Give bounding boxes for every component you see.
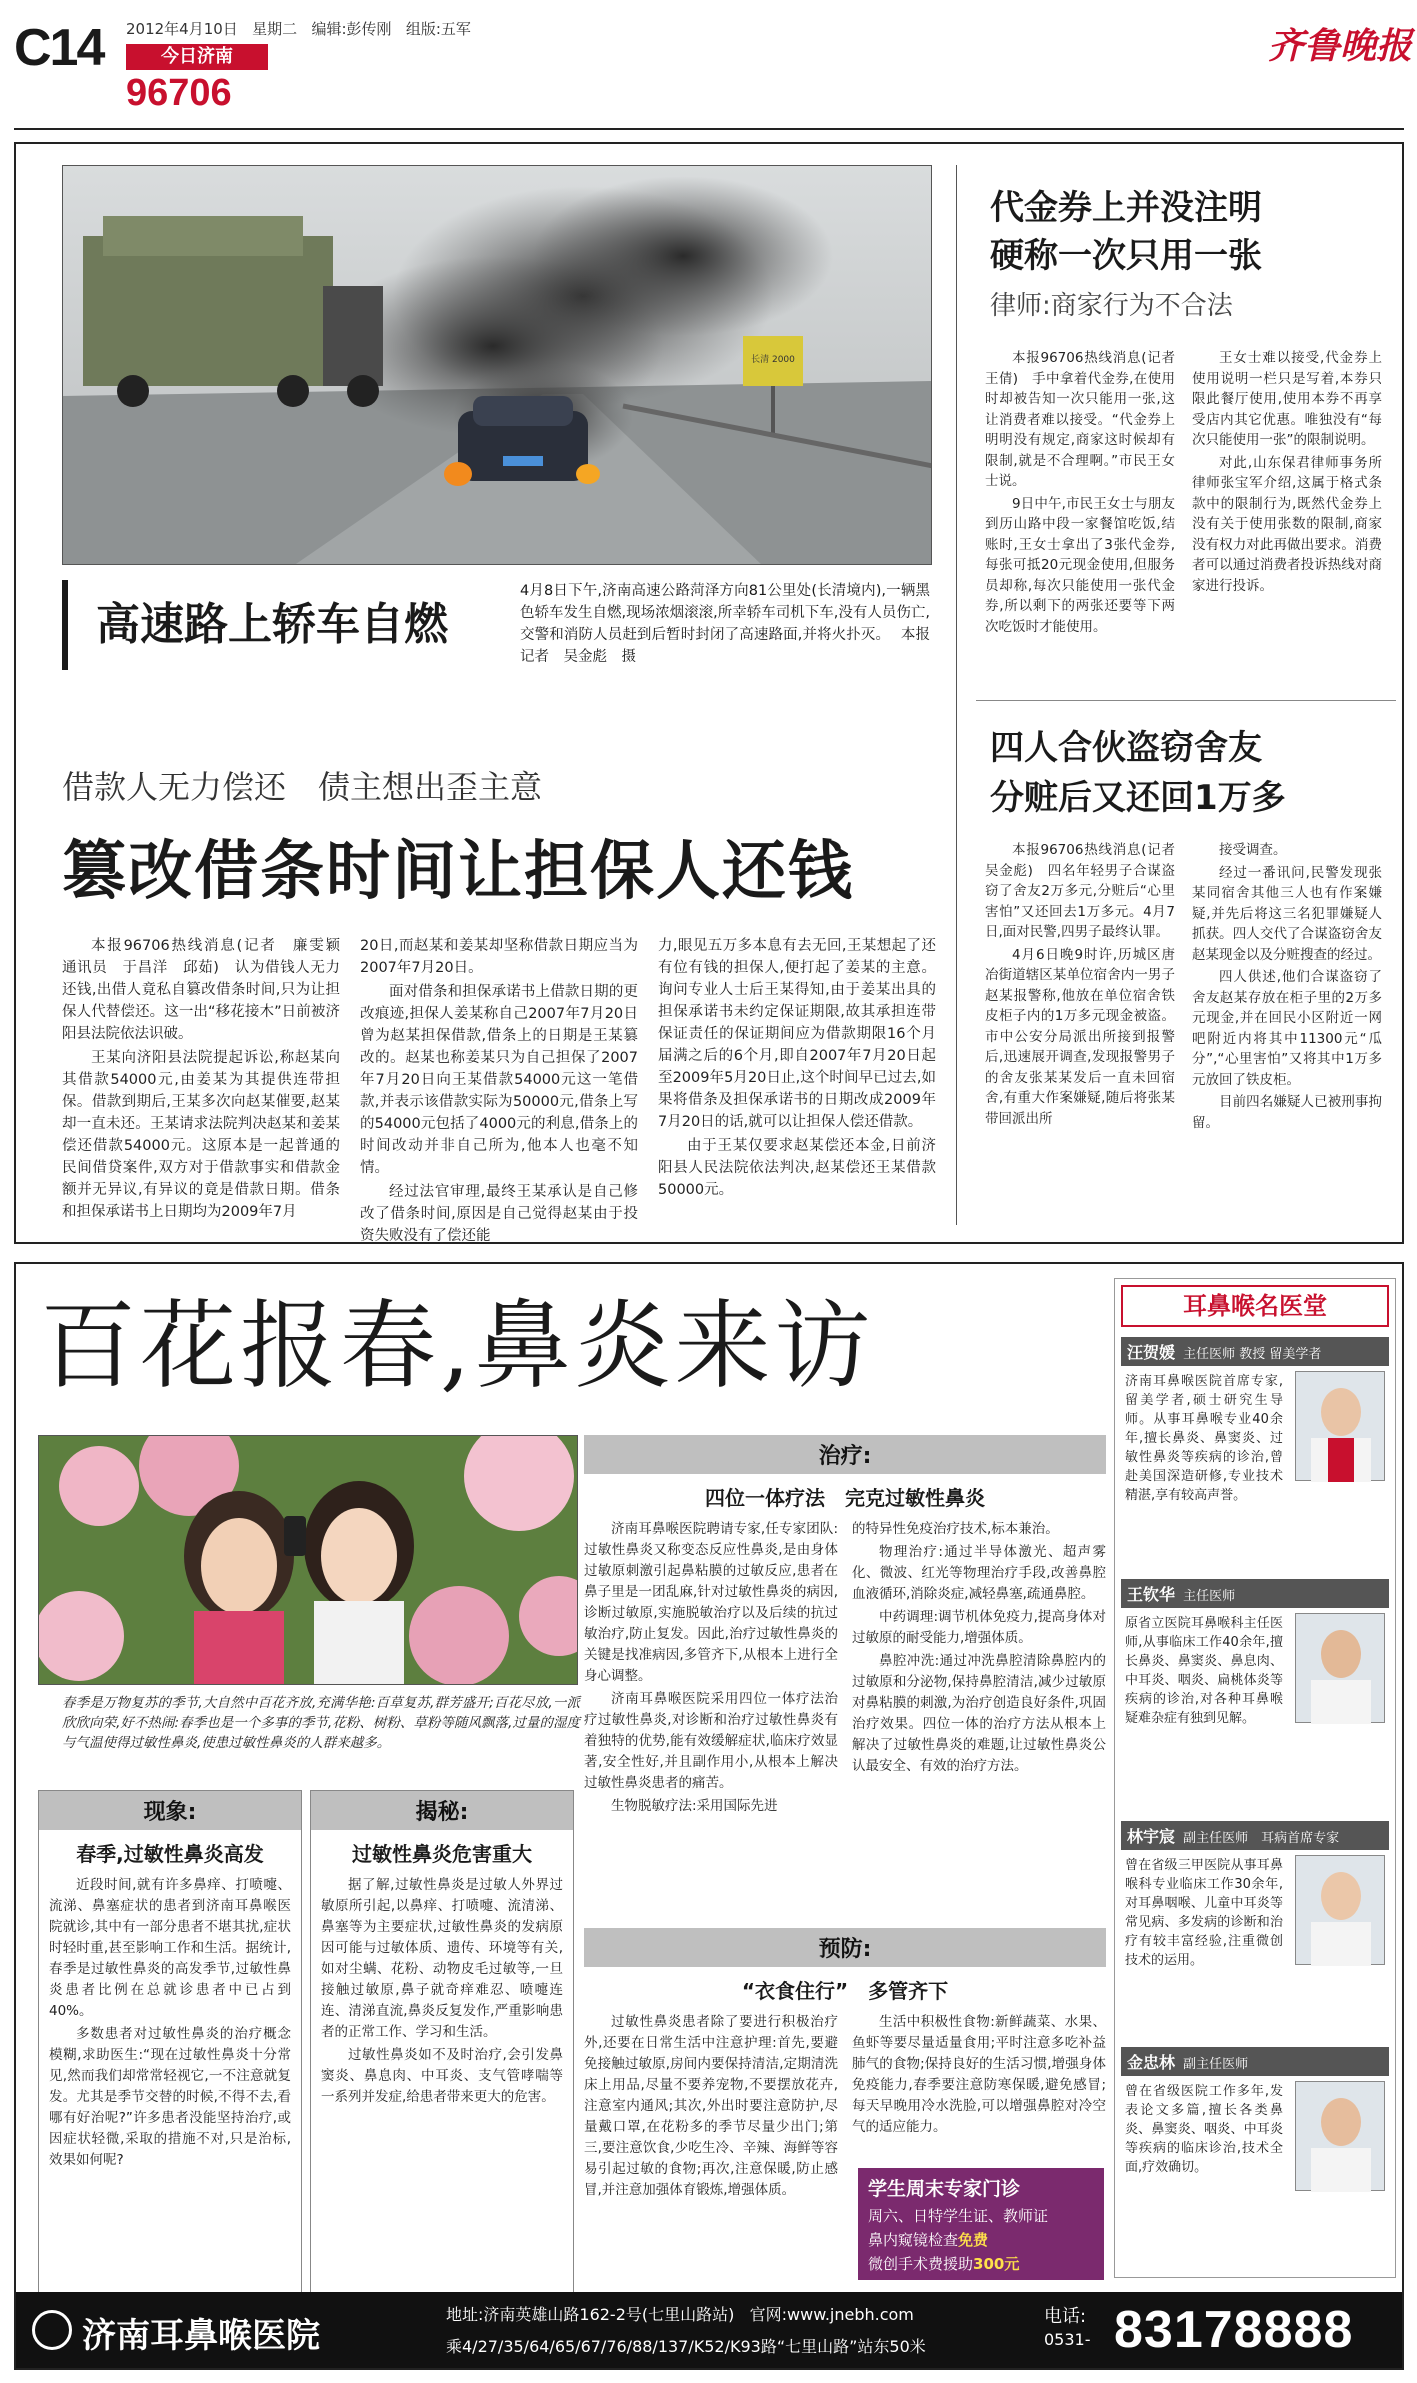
prevention-tag: 预防: [584, 1928, 1106, 1967]
fire-story-title: 高速路上轿车自燃 [62, 580, 492, 670]
expert-name: 金忠林 [1127, 2053, 1176, 2072]
loan-paragraph: 由于王某仅要求赵某偿还本金,日前济阳县人民法院依法判决,赵某偿还王某借款50000元。 [658, 1138, 936, 1198]
paper-logo: 齐鲁晚报 [1268, 25, 1413, 67]
prevention-paragraph: 过敏性鼻炎患者除了要进行积极治疗外,还要在日常生活中注意护理:首先,要避免接触过敏原,房间内要保持清洁,定期清洗床上用品,尽量不要养宠物,不要摆放花卉,注意室内通风;其次,外出时要注意防护,尽量戴口罩,在花粉多的季节尽量少出门;第三,要注意饮食,少吃生冷、辛辣、海鲜等容易引起过敏的食物;再次,注意保暖,防止感冒,并注意加强体育锻炼,增强体质。 [584, 2014, 838, 2198]
expert-bio: 曾在省级医院工作多年,发表论文多篇,擅长各类鼻炎、鼻窦炎、咽炎、中耳炎等疾病的临床诊治,技术全面,疗效确切。 [1125, 2084, 1283, 2175]
treatment-box [584, 1435, 1106, 1920]
right-story-divider [976, 700, 1396, 701]
phone-area-code: 0531- [1044, 2330, 1091, 2349]
expert-photo [1295, 2081, 1385, 2191]
expert-name-bar [1121, 1579, 1389, 1608]
hospital-website[interactable]: 官网:www.jnebh.com [749, 2305, 914, 2324]
treatment-paragraph: 的特异性免疫治疗技术,标本兼治。 [852, 1521, 1059, 1537]
theft-paragraph: 4月6日晚9时许,历城区唐冶街道辖区某单位宿舍内一男子赵某报警称,他放在单位宿舍铁皮柜子内的1万多元现金被盗。市中公安分局派出所接到报警后,迅速展开调查,发现报警男子的舍友张某某发后一直未回宿舍,有重大作案嫌疑,随后将张某带回派出所 [985, 946, 1175, 1127]
expert-card [1121, 1821, 1389, 2041]
ad-headline: 百花报春,鼻炎来访 [40, 1290, 875, 1402]
spring-photo [38, 1435, 578, 1685]
expert-title: 主任医师 教授 留美学者 [1183, 1347, 1322, 1362]
treatment-paragraph: 生物脱敏疗法:采用国际先进 [611, 1798, 778, 1814]
hotline-number: 96706 [126, 72, 232, 114]
ad-footer [16, 2292, 1402, 2368]
treatment-paragraph: 济南耳鼻喉医院聘请专家,任专家团队:过敏性鼻炎又称变态反应性鼻炎,是由身体过敏原刺激引起鼻粘膜的过敏反应,患者在鼻子里是一团乱麻,针对过敏性鼻炎的病因,诊断过敏原,实施脱敏治疗以及后续的抗过敏治疗,防止复发。因此,治疗过敏性鼻炎的关键是找准病因,多管齐下,从根本上进行全身心调整。 [584, 1521, 838, 1684]
theft-column-2 [1192, 840, 1382, 1135]
theft-column-1 [985, 840, 1189, 1131]
promo-line3-text: 鼻内窥镜检查 [868, 2231, 959, 2249]
expert-portrait-icon [1296, 1856, 1386, 1966]
treatment-tag: 治疗: [584, 1435, 1106, 1474]
voucher-paragraph: 对此,山东保君律师事务所律师张宝军介绍,这属于格式条款中的限制行为,既然代金券上没有关于使用张数的限制,商家没有权力对此再做出要求。消费者可以通过消费者投诉热线对商家进行投诉。 [1192, 454, 1382, 594]
theft-paragraph: 本报96706热线消息(记者 吴金彪) 四名年轻男子合谋盗窃了舍友2万多元,分赃后“心里害怕”又还回去1万多元。4月7日,面对民警,四男子最终认罪。 [985, 842, 1189, 940]
voucher-paragraph: 王女士难以接受,代金券上使用说明一栏只是写着,本券只限此餐厅使用,使用本券不再享受店内其它优惠。唯独没有“每次只能使用一张”的限制说明。 [1192, 350, 1382, 448]
hospital-bus-info: 乘4/27/35/64/65/67/76/88/137/K52/K93路“七里山路”站东50米 [446, 2337, 926, 2356]
treatment-paragraph: 济南耳鼻喉医院采用四位一体疗法治疗过敏性鼻炎,对诊断和治疗过敏性鼻炎有着独特的优势,能有效缓解症状,临床疗效显著,安全性好,并且副作用小,从根本上解决过敏性鼻炎患者的痛苦。 [584, 1691, 838, 1791]
expert-portrait-icon [1296, 2082, 1386, 2192]
page-number: C14 [14, 19, 104, 77]
expert-name-bar [1121, 1821, 1389, 1850]
hospital-name: 济南耳鼻喉医院 [82, 2316, 320, 2356]
phone-number[interactable]: 83178888 [1114, 2301, 1354, 2359]
phone-block [1044, 2300, 1394, 2360]
phone-label: 电话: [1044, 2306, 1087, 2327]
expert-name: 汪贺媛 [1127, 1343, 1176, 1362]
layout-editor: 组版:五军 [405, 20, 471, 38]
voucher-paragraph: 本报96706热线消息(记者 王倩) 手中拿着代金券,在使用时却被告知一次只能用一张,这让消费者难以接受。“代金券上明明没有规定,商家这时候却有限制,就是不合理啊。”市民王女士说。 [985, 350, 1189, 489]
treatment-title: 四位一体疗法 完克过敏性鼻炎 [705, 1486, 985, 1510]
expert-bio: 曾在省级三甲医院从事耳鼻喉科专业临床工作30余年,对耳鼻咽喉、儿童中耳炎等常见病、多发病的诊断和治疗有较丰富经验,注重微创技术的运用。 [1125, 1858, 1283, 1968]
car-fire-photo [62, 165, 932, 565]
phenomenon-paragraph: 近段时间,就有许多鼻痒、打喷嚏、流涕、鼻塞症状的患者到济南耳鼻喉医院就诊,其中有一部分患者不堪其扰,症状时轻时重,甚至影响工作和生活。据统计,春季是过敏性鼻炎的高发季节,过敏性鼻炎患者比例在总就诊患者中已占到40%。 [49, 1877, 291, 2019]
loan-column-1 [62, 935, 355, 1225]
reveal-tag: 揭秘: [311, 1791, 573, 1830]
loan-kicker: 借款人无力偿还 债主想出歪主意 [62, 768, 543, 806]
car-fire-illustration [63, 166, 932, 565]
masthead [0, 0, 1417, 130]
expert-photo [1295, 1855, 1385, 1965]
fire-caption-text: 4月8日下午,济南高速公路菏泽方向81公里处(长清境内),一辆黑色轿车发生自燃,现场浓烟滚滚,所幸轿车司机下车,没有人员伤亡,交警和消防人员赶到后暂时封闭了高速路面,并将火扑灭。 [520, 583, 930, 643]
section-name: 今日济南 [161, 46, 233, 67]
theft-paragraph: 接受调查。 [1219, 842, 1287, 858]
treatment-paragraph: 中药调理:调节机体免疫力,提高身体对过敏原的耐受能力,增强体质。 [852, 1609, 1106, 1646]
promo-box [858, 2168, 1104, 2280]
voucher-column-2 [1192, 348, 1382, 598]
treatment-column-2 [852, 1519, 1106, 1819]
road-sign-text: 长清 2000 [751, 355, 795, 365]
voucher-column-1 [985, 348, 1189, 639]
loan-paragraph: 王某向济阳县法院提起诉讼,称赵某向其借款54000元,由姜某为其提供连带担保。借款到期后,王某多次向赵某催要,赵某却一直未还。王某请求法院判决赵某和姜某偿还借款54000元。这原本是一起普通的民间借贷案件,双方对于借款事实和借款金额并无异议,有异议的竟是借款日期。借条和担保承诺书上日期均为2009年7月 [62, 1050, 340, 1220]
promo-line3 [868, 2229, 1094, 2250]
expert-photo [1295, 1371, 1385, 1481]
masthead-divider [14, 128, 1404, 130]
expert-name-bar [1121, 2047, 1389, 2076]
expert-portrait-icon [1296, 1614, 1386, 1724]
loan-paragraph: 力,眼见五万多本息有去无回,王某想起了还有位有钱的担保人,便打起了姜某的主意。询问专业人士后王某得知,由于姜某出具的担保承诺书未约定保证期限,故其承担连带保证责任的保证期间应为借款期限16个月届满之后的6个月,即自2007年7月20日起至2009年5月20日止,这个时间早已过去,如果将借条及担保承诺书的日期改成2009年7月20日的话,就可以让担保人偿还借款。 [658, 938, 936, 1130]
voucher-title-line1: 代金券上并没注明 [990, 188, 1262, 228]
experts-header: 耳鼻喉名医堂 [1121, 1285, 1389, 1327]
expert-card [1121, 2047, 1389, 2273]
issue-weekday: 星期二 [252, 20, 298, 38]
reveal-title: 过敏性鼻炎危害重大 [352, 1842, 532, 1866]
spring-girls-illustration [39, 1436, 578, 1685]
hospital-address-line [446, 2302, 914, 2325]
expert-title: 副主任医师 耳病首席专家 [1183, 1831, 1340, 1846]
loan-column-2 [360, 935, 638, 1249]
voucher-paragraph: 9日中午,市民王女士与朋友到历山路中段一家餐馆吃饭,结账时,王女士拿出了3张代金券,每张可抵20元现金使用,但服务员却称,每次只能使用一张代金券,所以剩下的两张还要等下两次吃饭时才能使用。 [985, 495, 1175, 635]
expert-name-bar [1121, 1337, 1389, 1366]
fire-photo-caption [520, 580, 930, 668]
expert-bio: 原省立医院耳鼻喉科主任医师,从事临床工作40余年,擅长鼻炎、鼻窦炎、鼻息肉、中耳炎、咽炎、扁桃体炎等疾病的诊治,对各种耳鼻喉疑难杂症有独到见解。 [1125, 1616, 1283, 1726]
theft-paragraph: 目前四名嫌疑人已被刑事拘留。 [1192, 1094, 1382, 1131]
expert-name: 王钦华 [1127, 1585, 1176, 1604]
expert-title: 主任医师 [1183, 1589, 1236, 1604]
expert-card [1121, 1337, 1389, 1573]
loan-column-3 [658, 935, 936, 1203]
fire-photo-credit: 本报记者 吴金彪 摄 [520, 627, 931, 665]
theft-paragraph: 四人供述,他们合谋盗窃了舍友赵某存放在柜子里的2万多元现金,并在回民小区附近一网吧附近内将其中11300元“瓜分”,“心里害怕”又将其中1万多元放回了铁皮柜。 [1192, 969, 1382, 1088]
loan-paragraph: 面对借条和担保承诺书上借款日期的更改痕迹,担保人姜某称自己2007年7月20日曾为赵某担保借款,借条上的日期是王某篡改的。赵某也称姜某只为自己担保了2007年7月20日向王某借款54000元这一笔借款,并表示该借款实际为50000元,借条上写的54000元包括了4000元的利息,借条上的时间改动并非自己所为,他本人也毫不知情。 [360, 984, 638, 1176]
prevention-title: “衣食住行” 多管齐下 [741, 1979, 949, 2003]
promo-line4 [868, 2253, 1094, 2274]
voucher-subtitle: 律师:商家行为不合法 [990, 291, 1233, 321]
voucher-title-line2: 硬称一次只用一张 [990, 236, 1262, 276]
promo-line2: 周六、日特学生证、教师证 [868, 2207, 1049, 2225]
reveal-text [311, 1875, 573, 2108]
expert-photo [1295, 1613, 1385, 1723]
promo-free-highlight: 免费 [958, 2231, 989, 2249]
promo-line4-text: 微创手术费援助 [868, 2255, 974, 2273]
phenomenon-paragraph: 多数患者对过敏性鼻炎的治疗概念模糊,求助医生:“现在过敏性鼻炎十分常见,然而我们却常常轻视它,一不注意就复发。尤其是季节交替的时候,不得不去,看哪有好治呢?”许多患者没能坚持治疗,或因症状轻微,采取的措施不对,只是治标,效果如何呢? [49, 2026, 291, 2168]
loan-headline: 篡改借条时间让担保人还钱 [62, 835, 854, 909]
phenomenon-tag: 现象: [39, 1791, 301, 1830]
column-divider-right [956, 165, 957, 1225]
expert-title: 副主任医师 [1183, 2057, 1249, 2072]
phenomenon-title: 春季,过敏性鼻炎高发 [76, 1842, 264, 1866]
promo-title: 学生周末专家门诊 [868, 2178, 1021, 2200]
reveal-paragraph: 据了解,过敏性鼻炎是过敏人外界过敏原所引起,以鼻痒、打喷嚏、流清涕、鼻塞等为主要症状,过敏性鼻炎的发病原因可能与过敏体质、遗传、环境等有关,如对尘螨、花粉、动物皮毛过敏等,一旦接触过敏原,鼻子就奇痒难忍、喷嚏连连、清涕直流,鼻炎反复发作,严重影响患者的正常工作、学习和生活。 [321, 1877, 563, 2040]
expert-name: 林宇宸 [1127, 1827, 1176, 1846]
treatment-paragraph: 鼻腔冲洗:通过冲洗鼻腔清除鼻腔内的过敏原和分泌物,保持鼻腔清洁,减少过敏原对鼻粘膜的刺激,为治疗创造良好条件,巩固治疗效果。四位一体的治疗方法从根本上解决了过敏性鼻炎的难题,让过敏性鼻炎公认最安全、有效的治疗方法。 [852, 1653, 1106, 1774]
theft-paragraph: 经过一番讯问,民警发现张某同宿舍其他三人也有作案嫌疑,并先后将这三名犯罪嫌疑人抓获。四人交代了合谋盗窃舍友赵某现金以及分赃搜查的经过。 [1192, 864, 1382, 963]
loan-paragraph: 本报96706热线消息(记者 廉雯颖 通讯员 于昌洋 邱茹) 认为借钱人无力还钱,出借人竟私自篡改借条时间,只为让担保人代替偿还。这一出“移花接木”日前被济阳县法院依法识破。 [62, 938, 355, 1042]
theft-title-line2: 分赃后又还回1万多 [990, 778, 1286, 818]
theft-title-line1: 四人合伙盗窃舍友 [990, 728, 1262, 768]
reveal-paragraph: 过敏性鼻炎如不及时治疗,会引发鼻窦炎、鼻息肉、中耳炎、支气管哮喘等一系列并发症,给患者带来更大的危害。 [321, 2047, 563, 2105]
section-badge [126, 44, 268, 70]
expert-bio: 济南耳鼻喉医院首席专家,留美学者,硕士研究生导师。从事耳鼻喉专业40余年,擅长鼻炎、鼻窦炎、过敏性鼻炎等疾病的诊治,曾赴美国深造研修,专业技术精湛,享有较高声誉。 [1125, 1374, 1283, 1503]
experts-column [1114, 1278, 1396, 2278]
loan-paragraph: 20日,而赵某和姜某却坚称借款日期应当为2007年7月20日。 [360, 938, 638, 976]
loan-paragraph: 经过法官审理,最终王某承认是自己修改了借条时间,原因是自己觉得赵某由于投资失败没有了偿还能 [360, 1184, 638, 1244]
prevention-paragraph: 生活中积极性食物:新鲜蔬菜、水果、鱼虾等要尽量适量食用;平时注意多吃补益肺气的食物;保持良好的生活习惯,增强身体免疫能力,春季要注意防寒保暖,避免感冒;每天早晚用冷水洗脸,可以增强鼻腔对冷空气的适应能力。 [852, 2014, 1106, 2135]
spring-photo-caption: 春季是万物复苏的季节,大自然中百花齐放,充满华艳:百草复苏,群芳盛开;百花尽放,一派欣欣向荣,好不热闹:春季也是一个多事的季节,花粉、树粉、草粉等随风飘落,过量的湿度与气温使得过敏性鼻炎,使患过敏性鼻炎的人群来越多。 [62, 1695, 580, 1751]
promo-aid-highlight: 300元 [973, 2255, 1020, 2273]
masthead-info-line [126, 18, 471, 39]
treatment-paragraph: 物理治疗:通过半导体激光、超声雾化、微波、红光等物理治疗手段,改善鼻腔血液循环,消除炎症,减轻鼻塞,疏通鼻腔。 [852, 1544, 1106, 1602]
prevention-column-1 [584, 2012, 838, 2203]
phenomenon-box [38, 1790, 302, 2310]
hospital-address: 地址:济南英雄山路162-2号(七里山路站) [446, 2305, 735, 2324]
phenomenon-text [39, 1875, 301, 2171]
treatment-column-1 [584, 1519, 838, 1819]
editor: 编辑:彭传刚 [311, 20, 392, 38]
issue-date: 2012年4月10日 [126, 20, 238, 38]
reveal-box [310, 1790, 574, 2310]
expert-card [1121, 1579, 1389, 1815]
expert-portrait-icon [1296, 1372, 1386, 1482]
hospital-logo-icon [32, 2310, 72, 2350]
